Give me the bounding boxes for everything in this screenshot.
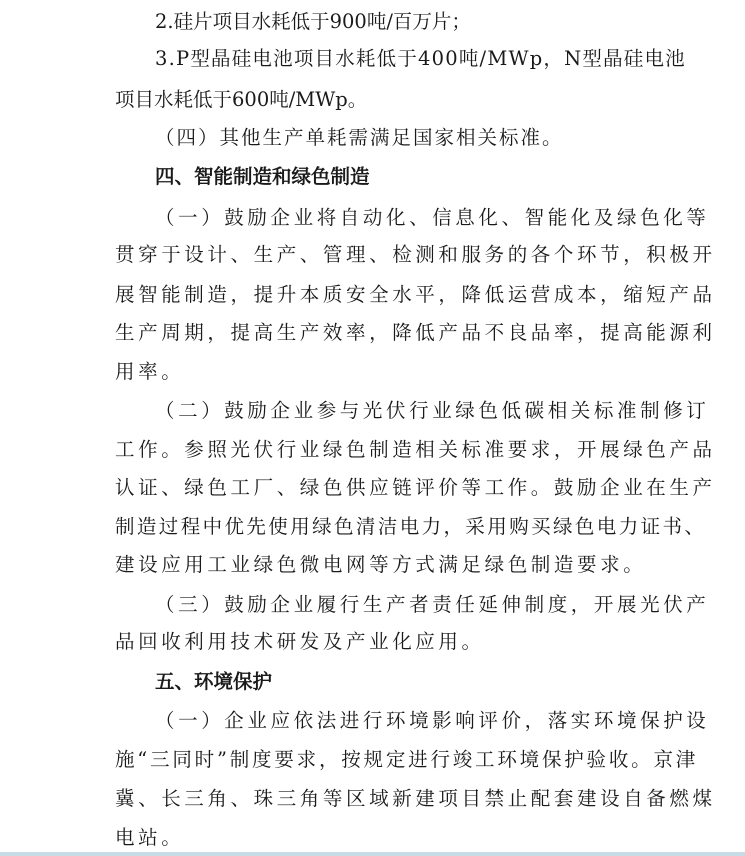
clause-water-cell-line2: 项目水耗低于600吨/MWp。 [115,88,368,111]
paragraph-line: 冀、长三角、珠三角等区域新建项目禁止配套建设自备燃煤 [115,787,716,810]
paragraph-line: （三）鼓励企业履行生产者责任延伸制度，开展光伏产 [155,593,710,616]
paragraph-line: 认证、绿色工厂、绿色供应链评价等工作。鼓励企业在生产 [115,476,716,499]
paragraph-line: （二）鼓励企业参与光伏行业绿色低碳相关标准制修订 [155,399,710,422]
paragraph-line: 制造过程中优先使用绿色清洁电力，采用购买绿色电力证书、 [115,515,707,538]
viewer-bottom-edge [0,852,745,856]
paragraph-line: 生产周期，提高生产效率，降低产品不良品率，提高能源利 [115,321,716,344]
paragraph-four-other-consumption: （四）其他生产单耗需满足国家相关标准。 [155,126,564,149]
section-heading-environmental-protection: 五、环境保护 [155,670,273,693]
paragraph-line: 品回收利用技术研发及产业化应用。 [115,630,485,653]
clause-water-wafer: 2.硅片项目水耗低于900吨/百万片； [155,10,471,33]
paragraph-line: 施“三同时”制度要求，按规定进行竣工环境保护验收。京津 [115,748,699,771]
paragraph-line: 贯穿于设计、生产、管理、检测和服务的各个环节，积极开 [115,243,716,266]
paragraph-line: 建设应用工业绿色微电网等方式满足绿色制造要求。 [115,553,647,576]
paragraph-line: 电站。 [115,826,185,849]
paragraph-line: （一）鼓励企业将自动化、信息化、智能化及绿色化等 [155,206,710,229]
paragraph-line: 用率。 [115,360,185,383]
paragraph-line: 展智能制造，提升本质安全水平，降低运营成本，缩短产品 [115,283,716,306]
paragraph-line: （一）企业应依法进行环境影响评价，落实环境保护设 [155,709,710,732]
section-heading-smart-green-manufacturing: 四、智能制造和绿色制造 [155,165,370,188]
clause-water-cell-line1: 3.P型晶硅电池项目水耗低于400吨/MWp，N型晶硅电池 [155,47,686,70]
paragraph-line: 工作。参照光伏行业绿色制造相关标准要求，开展绿色产品 [115,438,716,461]
